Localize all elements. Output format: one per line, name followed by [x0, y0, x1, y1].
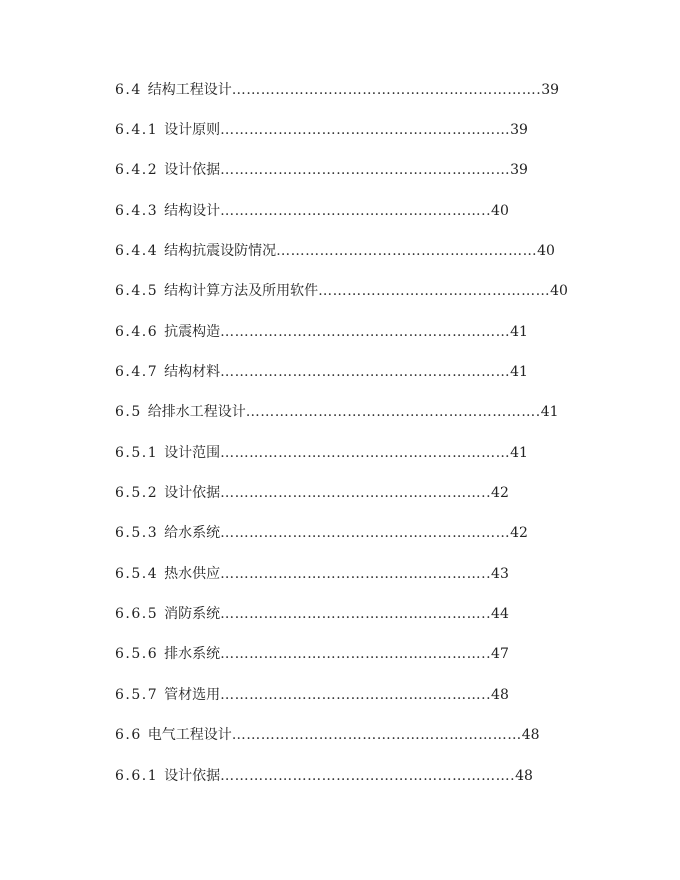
- entry-title: 设计依据: [164, 768, 221, 784]
- entry-page: 40: [537, 243, 555, 259]
- toc-entry-6-5-2[interactable]: [115, 482, 509, 504]
- entry-leader: ………………………………………………..: [220, 485, 492, 501]
- entry-title: 结构设计: [164, 203, 221, 219]
- toc-entry-6-4-1[interactable]: [115, 119, 528, 141]
- entry-page: 41: [510, 364, 528, 380]
- entry-page: 40: [550, 283, 568, 299]
- entry-number: 6.5.2: [115, 485, 159, 501]
- entry-title: 结构抗震设防情况: [164, 243, 277, 259]
- entry-leader: ……………………………………………………….: [231, 82, 542, 98]
- entry-number: 6.4.4: [115, 243, 159, 259]
- entry-number: 6.5: [115, 404, 142, 420]
- toc-entry-6-4-4[interactable]: [115, 240, 555, 262]
- entry-number: 6.6.1: [115, 768, 159, 784]
- entry-leader: ……………………………………………………: [220, 364, 511, 380]
- entry-title: 排水系统: [164, 646, 221, 662]
- toc-entry-6-6-5[interactable]: [115, 603, 509, 625]
- entry-page: 41: [510, 324, 528, 340]
- entry-page: 44: [491, 606, 509, 622]
- entry-number: 6.5.1: [115, 445, 159, 461]
- entry-number: 6.4.7: [115, 364, 159, 380]
- entry-number: 6.4.5: [115, 283, 159, 299]
- entry-page: 47: [491, 646, 509, 662]
- entry-page: 40: [491, 203, 509, 219]
- entry-number: 6.6.5: [115, 606, 159, 622]
- toc-entry-6-4-5[interactable]: [115, 280, 568, 302]
- entry-leader: …………………………………………………….: [245, 404, 541, 420]
- entry-title: 给排水工程设计: [147, 404, 246, 420]
- toc-entry-6-5-3[interactable]: [115, 522, 528, 544]
- entry-title: 设计原则: [164, 122, 221, 138]
- entry-page: 48: [491, 687, 509, 703]
- toc-entry-6-6-1[interactable]: [115, 765, 533, 787]
- toc-entry-6-5-7[interactable]: [115, 684, 509, 706]
- entry-page: 48: [515, 768, 533, 784]
- entry-page: 42: [510, 525, 528, 541]
- entry-title: 抗震构造: [164, 324, 221, 340]
- entry-leader: ……………………………………………………: [220, 122, 511, 138]
- toc-entry-6-6[interactable]: [115, 724, 540, 746]
- toc-entry-6-4[interactable]: [115, 79, 559, 101]
- entry-leader: ………………………………………………..: [220, 203, 492, 219]
- entry-number: 6.4: [115, 82, 142, 98]
- entry-page: 41: [540, 404, 559, 420]
- entry-title: 给水系统: [164, 525, 221, 541]
- entry-page: 39: [510, 162, 528, 178]
- toc-entry-6-4-6[interactable]: [115, 321, 528, 343]
- entry-leader: …………………………………………………….: [220, 768, 516, 784]
- entry-leader: ………………………………………………..: [220, 646, 492, 662]
- entry-number: 6.5.4: [115, 566, 159, 582]
- toc-entry-6-5-1[interactable]: [115, 442, 528, 464]
- entry-number: 6.4.6: [115, 324, 159, 340]
- entry-leader: ……………………………………………………: [231, 727, 522, 743]
- entry-number: 6.5.7: [115, 687, 159, 703]
- entry-number: 6.4.3: [115, 203, 159, 219]
- entry-leader: ………………………………………………..: [220, 687, 492, 703]
- entry-title: 结构计算方法及所用软件: [164, 283, 319, 299]
- entry-page: 41: [510, 445, 528, 461]
- entry-leader: ……………………………………………………: [220, 324, 511, 340]
- entry-number: 6.6: [115, 727, 142, 743]
- entry-title: 消防系统: [164, 606, 221, 622]
- toc-entry-6-5-6[interactable]: [115, 643, 509, 665]
- toc-entry-6-4-3[interactable]: [115, 200, 509, 222]
- toc-entry-6-4-7[interactable]: [115, 361, 528, 383]
- entry-leader: ………………………………………………: [276, 243, 538, 259]
- entry-leader: ……………………………………………………: [220, 162, 511, 178]
- entry-leader: ………………………………………………..: [220, 606, 492, 622]
- entry-number: 6.5.6: [115, 646, 159, 662]
- entry-leader: ……………………………………………………: [220, 445, 511, 461]
- toc-entry-6-5[interactable]: [115, 401, 559, 423]
- entry-leader: ……………………………………………………: [220, 525, 511, 541]
- entry-page: 42: [491, 485, 509, 501]
- entry-title: 结构材料: [164, 364, 221, 380]
- entry-page: 43: [491, 566, 509, 582]
- entry-leader: ………………………………………………..: [220, 566, 492, 582]
- entry-title: 电气工程设计: [147, 727, 232, 743]
- entry-title: 结构工程设计: [147, 82, 232, 98]
- entry-title: 热水供应: [164, 566, 221, 582]
- entry-page: 39: [541, 82, 560, 98]
- toc-entry-6-5-4[interactable]: [115, 563, 509, 585]
- entry-number: 6.5.3: [115, 525, 159, 541]
- entry-page: 48: [521, 727, 540, 743]
- entry-title: 管材选用: [164, 687, 221, 703]
- entry-number: 6.4.1: [115, 122, 159, 138]
- entry-leader: …………………………………………: [318, 283, 551, 299]
- entry-number: 6.4.2: [115, 162, 159, 178]
- entry-title: 设计依据: [164, 162, 221, 178]
- entry-title: 设计依据: [164, 485, 221, 501]
- toc-entry-6-4-2[interactable]: [115, 159, 528, 181]
- entry-page: 39: [510, 122, 528, 138]
- entry-title: 设计范围: [164, 445, 221, 461]
